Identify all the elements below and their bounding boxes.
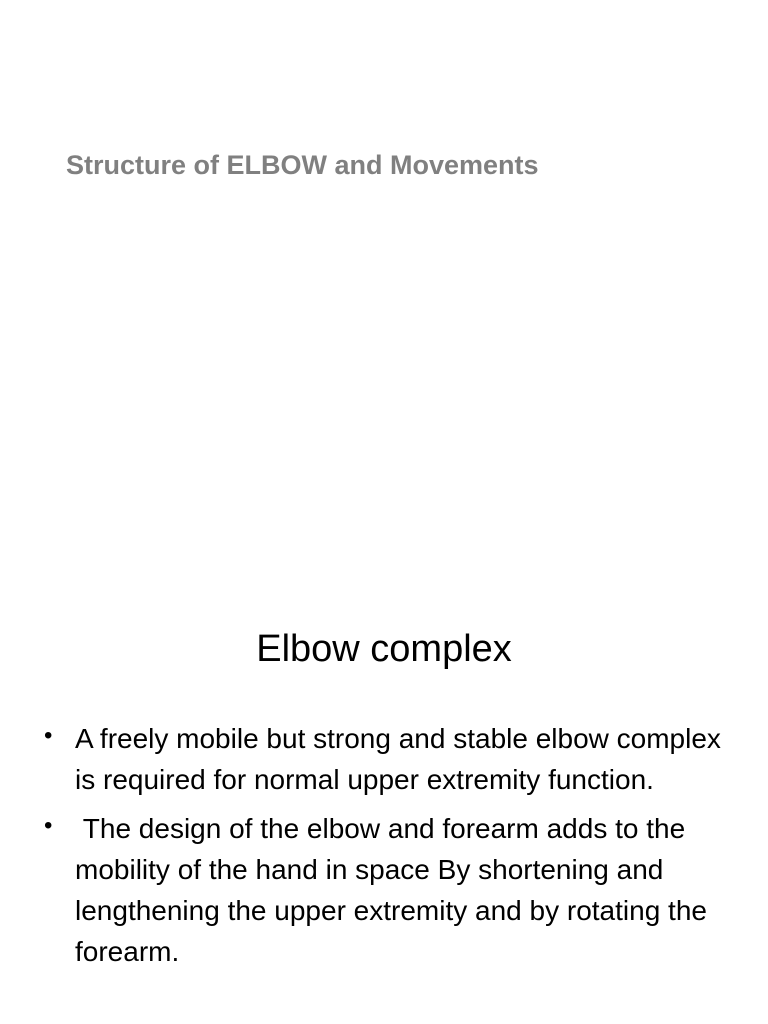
document-title: Structure of ELBOW and Movements [66,150,539,180]
bullet-list [44,718,724,980]
bullet-icon: • [44,722,53,749]
slide-heading: Elbow complex [256,628,512,670]
content-slide [0,560,768,1024]
bullet-item [44,718,724,800]
bullet-text: The design of the elbow and forearm adds to the mobility of the hand in space By shortening and lengthening the upper extremity and by rotating the forearm. [75,813,715,967]
bullet-item [44,808,724,972]
bullet-text: A freely mobile but strong and stable elbow complex is required for normal upper extremity function. [75,723,721,795]
bullet-icon: • [44,812,53,839]
